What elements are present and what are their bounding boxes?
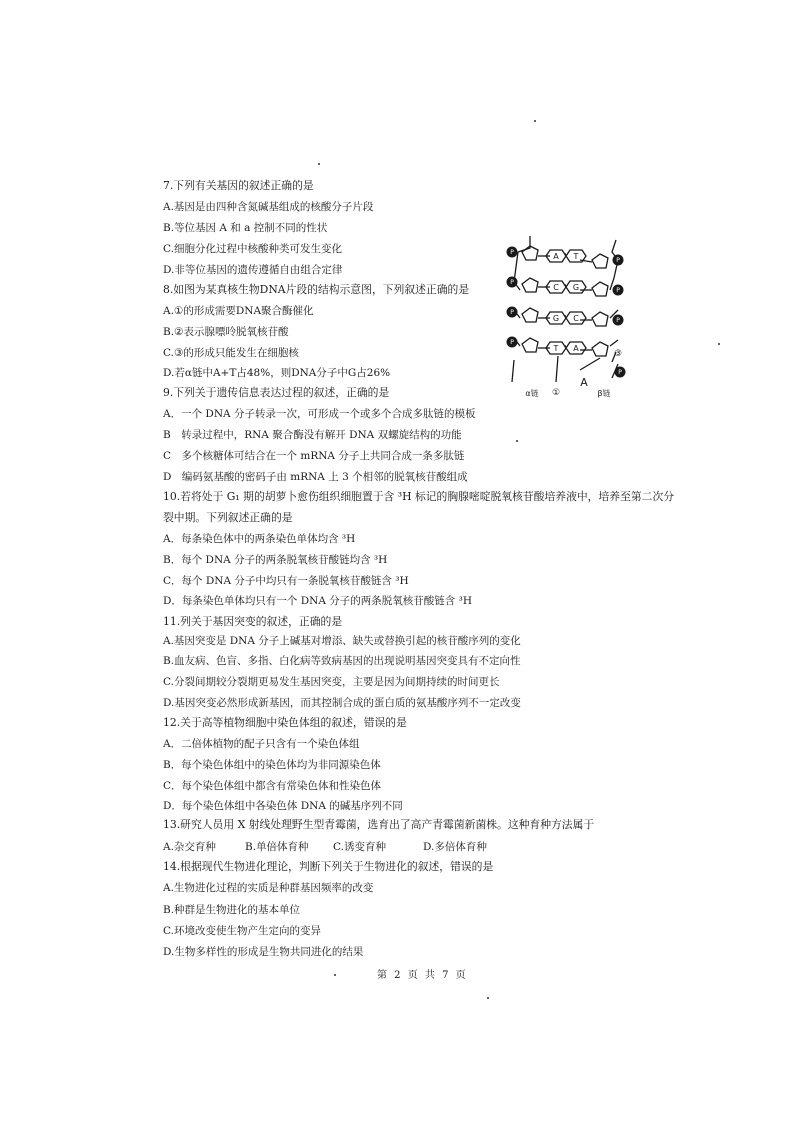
q10-option-a: A．每条染色体中的两条染色单体均含 ³H [163,533,356,545]
phosphate-label: P [510,339,514,346]
alpha-chain-label: α链 [525,389,539,398]
base-label-left-3: G [552,314,560,323]
base-label-left-2: C [553,283,559,292]
q7-option-c: C.细胞分化过程中核酸种类可发生变化 [163,243,342,255]
label-3: ③ [613,349,623,359]
q10-stem: 10.若将处于 G₁ 期的胡萝卜愈伤组织细胞置于含 ³H 标记的胸腺嘧啶脱氧核苷酸培养液中，培养至第二次分 [163,490,675,503]
q10-option-b: B．每个 DNA 分子的两条脱氧核苷酸链均含 ³H [163,554,388,566]
q9-option-a: A．一个 DNA 分子转录一次，可形成一个或多个合成多肽链的模板 [163,408,476,420]
q7-option-b: B.等位基因 A 和 a 控制不同的性状 [163,222,328,234]
q10-stem-cont: 裂中期。下列叙述正确的是 [163,511,293,524]
q11-option-b: B.血友病、色盲、多指、白化病等致病基因的出现说明基因突变具有不定向性 [163,655,521,667]
phosphate-label: P [510,309,514,316]
q13-option-a: A.杂交育种 [163,841,216,853]
base-label-left-1: A [553,252,559,261]
q7-option-a: A.基因是由四种含氮碱基组成的核酸分子片段 [163,201,374,213]
q14-option-c: C.环境改变使生物产生定向的变异 [163,925,321,937]
q8-option-a: A.①的形成需要DNA聚合酶催化 [163,305,314,317]
q7-stem: 7.下列有关基因的叙述正确的是 [163,179,314,192]
base-label-right-2: G [572,283,580,292]
q12-option-d: D．每个染色体组中各染色体 DNA 的碱基序列不同 [163,800,403,812]
q9-option-b: B 转录过程中，RNA 聚合酶没有解开 DNA 双螺旋结构的功能 [163,429,462,441]
phosphate-label: P [616,257,620,264]
beta-chain-label: β链 [597,389,611,398]
q14-option-a: A.生物进化过程的实质是种群基因频率的改变 [163,882,374,894]
q12-option-b: B．每个染色体组中的染色体均为非同源染色体 [163,759,381,771]
label-a: A [580,376,588,389]
q12-stem: 12.关于高等植物细胞中染色体组的叙述，错误的是 [163,716,407,729]
base-label-right-1: T [573,252,579,261]
label-1: ① [551,388,561,398]
q9-option-c: C 多个核糖体可结合在一个 mRNA 分子上共同合成一条多肽链 [163,450,465,462]
base-label-left-4: T [553,344,559,353]
q7-option-d: D.非等位基因的遗传遵循自由组合定律 [163,264,343,276]
q13-option-b: B.单倍体育种 [245,841,309,853]
q11-stem: 11.列关于基因突变的叙述，正确的是 [163,615,343,628]
scan-speck [718,343,720,345]
page-footer: 第 2 页 共 7 页 [377,970,468,981]
q10-option-c: C．每个 DNA 分子中均只有一条脱氧核苷酸链含 ³H [163,575,409,587]
q13-stem: 13.研究人员用 X 射线处理野生型青霉菌，选育出了高产青霉菌新菌株。这种育种方法属于 [163,818,595,831]
q14-option-b: B.种群是生物进化的基本单位 [163,904,301,916]
q8-stem: 8.如图为某真核生物DNA片段的结构示意图，下列叙述正确的是 [163,283,470,296]
q14-stem: 14.根据现代生物进化理论，判断下列关于生物进化的叙述，错误的是 [163,860,494,873]
base-label-right-4: A [573,344,579,353]
q11-option-a: A.基因突变是 DNA 分子上碱基对增添、缺失或替换引起的核苷酸序列的变化 [163,635,521,647]
scan-speck [334,974,336,976]
scan-speck [487,997,489,999]
q10-option-d: D．每条染色单体均只有一个 DNA 分子的两条脱氧核苷酸链含 ³H [163,595,472,607]
scan-speck [318,163,320,165]
q12-option-a: A．二倍体植物的配子只含有一个染色体组 [163,738,360,750]
scan-speck [534,120,536,122]
phosphate-label: P [616,287,620,294]
dna-structure-figure [500,230,630,405]
q11-option-d: D.基因突变必然形成新基因，而其控制合成的蛋白质的氨基酸序列不一定改变 [163,697,521,709]
q14-option-d: D.生物多样性的形成是生物共同进化的结果 [163,946,364,958]
q9-stem: 9.下列关于遗传信息表达过程的叙述，正确的是 [163,386,390,399]
phosphate-label: P [618,369,622,376]
q9-option-d: D 编码氨基酸的密码子由 mRNA 上 3 个相邻的脱氧核苷酸组成 [163,471,468,483]
q13-options [163,840,487,854]
phosphate-label: P [510,279,514,286]
phosphate-label: P [510,249,514,256]
scan-speck [516,440,518,442]
q8-option-b: B.②表示腺嘌呤脱氧核苷酸 [163,326,289,338]
q8-option-d: D.若α链中A+T占48%，则DNA分子中G占26% [163,367,391,379]
q13-option-d: D.多倍体育种 [423,841,487,853]
q13-option-c: C.诱变育种 [333,841,386,853]
q11-option-c: C.分裂间期较分裂期更易发生基因突变，主要是因为间期持续的时间更长 [163,676,500,688]
q8-option-c: C.③的形成只能发生在细胞核 [163,347,299,359]
q12-option-c: C．每个染色体组中都含有常染色体和性染色体 [163,780,382,792]
base-label-right-3: C [573,314,579,323]
phosphate-label: P [616,317,620,324]
